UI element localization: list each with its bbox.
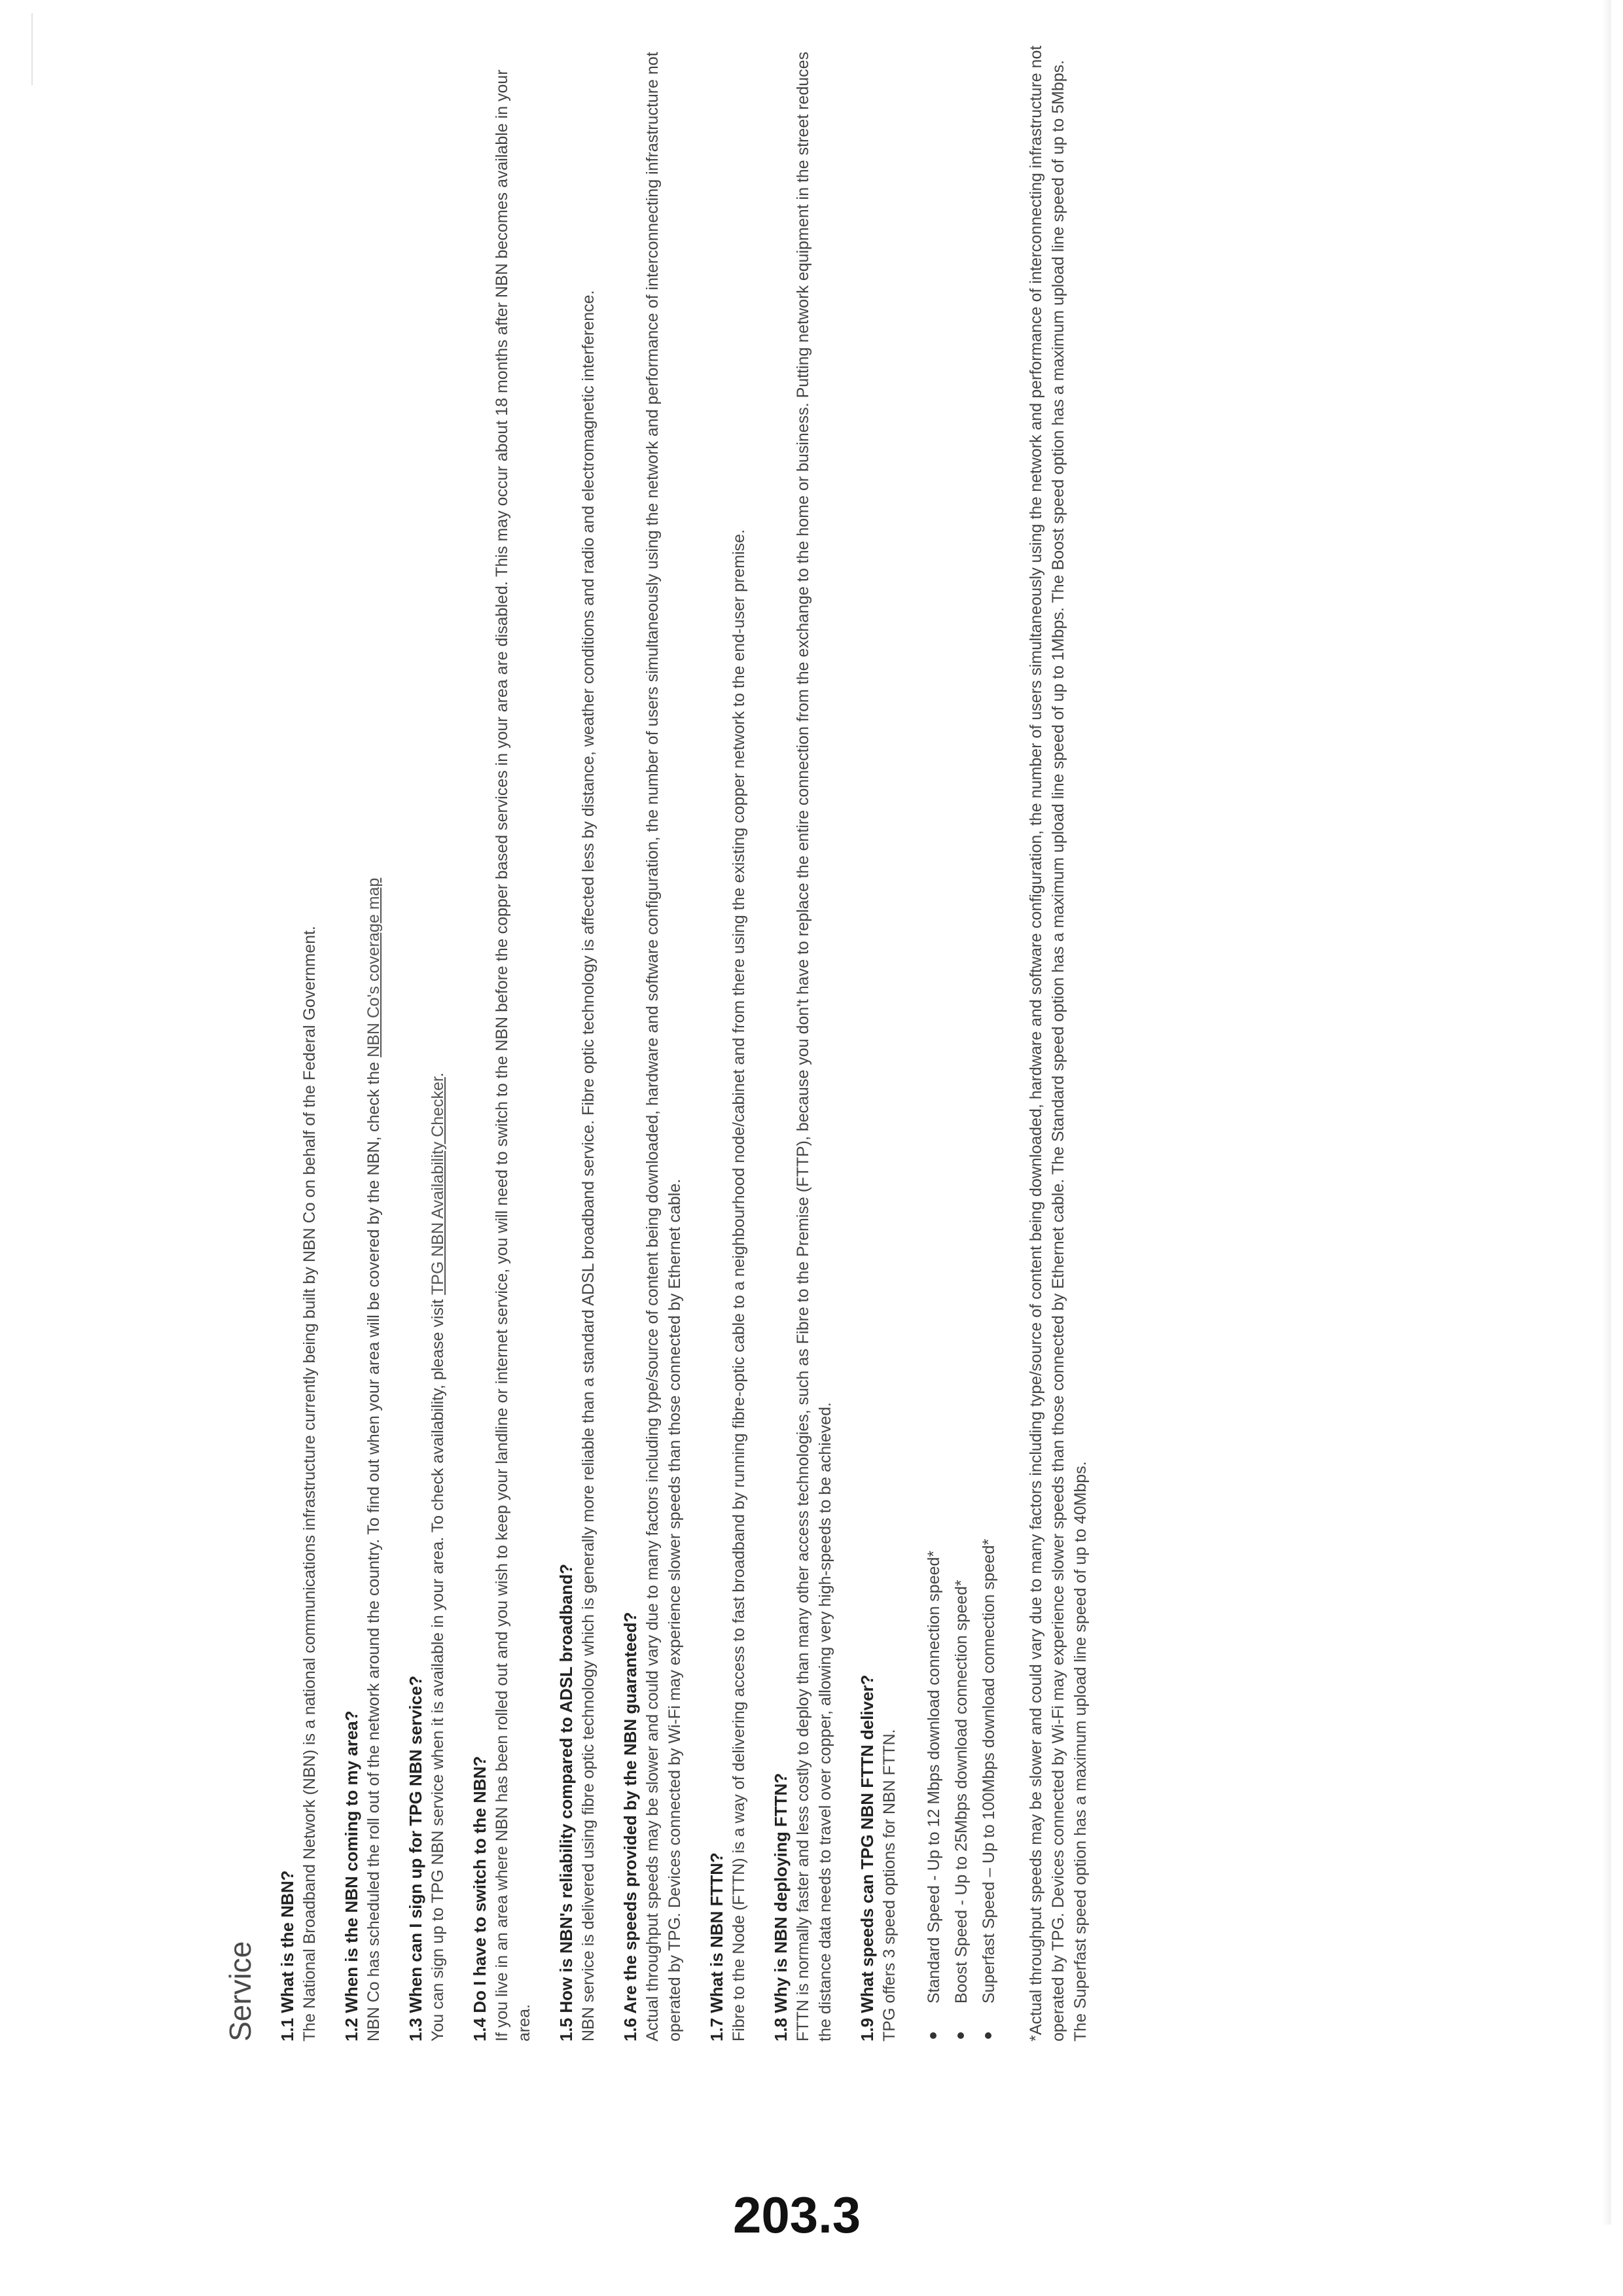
page-title: Service [223, 1941, 257, 2041]
speed-option-text: Boost Speed - Up to 25Mbps download connection speed* [952, 1580, 971, 2004]
faq-answer: FTTN is normally faster and less costly to deploy than many other access technologies, such as Fibre to the Premise (FTTP), because you don't have to replace the entire connection from the exchange to the home or business. Putting network equipment in the street reduces the distance data needs to travel over copper, allowing very high-speeds to be achieved. [794, 51, 834, 2041]
scan-edge [31, 13, 33, 85]
faq-section-1-6 [619, 39, 686, 2041]
list-item [920, 39, 948, 2041]
bullet-icon [957, 2032, 964, 2039]
availability-checker-link[interactable]: TPG NBN Availability Checker [429, 1077, 447, 1296]
faq-section-1-7 [705, 39, 750, 2041]
faq-section-1-3 [404, 39, 449, 2041]
faq-question: 1.9 What speeds can TPG NBN FTTN deliver? [857, 1674, 877, 2041]
speed-option-text: Standard Speed - Up to 12 Mbps download connection speed* [925, 1550, 943, 2004]
faq-question: 1.8 Why is NBN deploying FTTN? [771, 1773, 791, 2041]
faq-answer: Fibre to the Node (FTTN) is a way of delivering access to fast broadband by running fibre-optic cable to a neighbourhood node/cabinet and from there using the existing copper network to the end-user premise. [730, 529, 748, 2041]
faq-question: 1.6 Are the speeds provided by the NBN guaranteed? [620, 1612, 640, 2041]
coverage-map-link[interactable]: NBN Co's coverage map [365, 877, 383, 1057]
bullet-icon [985, 2032, 991, 2039]
list-item [975, 39, 1003, 2041]
faq-answer: Actual throughput speeds may be slower and could vary due to many factors including type/source of content being downloaded, hardware and software configuration, the number of users simultaneously using the network and performance of interconnecting infrastructure not operated by TPG. Devices connected by Wi-Fi may experience slower speeds than those connected by Ethernet cable. [643, 52, 684, 2041]
page-number: 203.3 [733, 2186, 861, 2244]
faq-question: 1.7 What is NBN FTTN? [707, 1852, 726, 2041]
faq-question: 1.4 Do I have to switch to the NBN? [470, 1756, 490, 2041]
faq-answer: NBN service is delivered using fibre optic technology which is generally more reliable than a standard ADSL broadband service. Fibre optic technology is affected less by distance, weather conditions and radio and electromagnetic interference. [579, 290, 597, 2041]
faq-section-1-4 [469, 39, 535, 2041]
faq-answer: The National Broadband Network (NBN) is a national communications infrastructure currently being built by NBN Co on behalf of the Federal Government. [300, 926, 319, 2041]
faq-section-1-5 [555, 39, 599, 2041]
faq-answer [363, 39, 385, 2041]
faq-answer-text: NBN Co has scheduled the roll out of the network around the country. To find out when your area will be covered by the NBN, check the [365, 1061, 383, 2041]
faq-question: 1.3 When can I sign up for TPG NBN service? [406, 1675, 425, 2041]
faq-answer: TPG offers 3 speed options for NBN FTTN. [880, 1729, 899, 2041]
faq-answer-text: You can sign up to TPG NBN service when it is available in your area. To check availability, please visit [429, 1299, 447, 2041]
bullet-icon [930, 2032, 936, 2039]
faq-section-1-9 [856, 39, 901, 2041]
faq-answer: If you live in an area where NBN has been rolled out and you wish to keep your landline or internet service, you will need to switch to the NBN before the copper based services in your area are disabled. This may occur about 18 months after NBN becomes available in your area. [493, 69, 533, 2041]
speed-option-text: Superfast Speed – Up to 100Mbps download connection speed* [980, 1538, 998, 2004]
faq-question: 1.5 How is NBN's reliability compared to ADSL broadband? [556, 1564, 576, 2041]
faq-answer-tail: . [429, 1072, 447, 1078]
faq-question: 1.2 When is the NBN coming to my area? [342, 1710, 361, 2041]
speed-options-list [920, 39, 1003, 2041]
faq-section-1-1 [276, 39, 321, 2041]
faq-section-1-8 [770, 39, 836, 2041]
footnote: *Actual throughput speeds may be slower and could vary due to many factors including type/source of content being downloaded, hardware and software configuration, the number of users simultaneously using the network and performance of interconnecting infrastructure not operated by TPG. Devices connected by Wi-Fi may experience slower speeds than those connected by Ethernet cable. The Standard speed option has a maximum upload line speed of up to 1Mbps. The Boost speed option has a maximum upload line speed of up to 5Mbps. The Superfast speed option has a maximum upload line speed of up to 40Mbps. [1027, 45, 1090, 2041]
faq-answer [427, 39, 449, 2041]
document-body [223, 39, 1092, 2041]
faq-section-1-2 [340, 39, 385, 2041]
rotated-page [223, 39, 1374, 2041]
list-item [948, 39, 975, 2041]
scan-shadow [1602, 0, 1611, 2225]
faq-question: 1.1 What is the NBN? [277, 1870, 297, 2041]
